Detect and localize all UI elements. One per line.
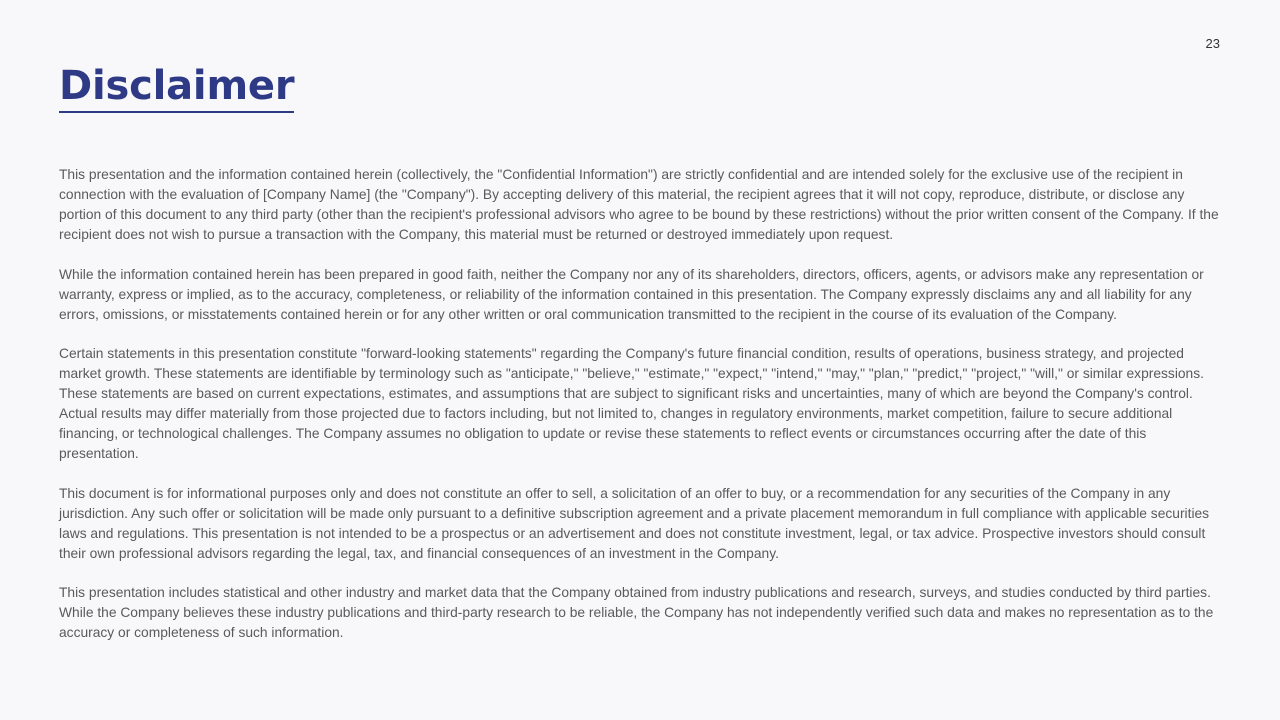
page-title: Disclaimer	[59, 62, 294, 113]
disclaimer-paragraph: While the information contained herein has been prepared in good faith, neither the Company nor any of its shareholders, directors, officers, agents, or advisors make any representation or warranty, express or implied, as to the accuracy, completeness, or reliability of the information contained in this presentation. The Company expressly disclaims any and all liability for any errors, omissions, or misstatements contained herein or for any other written or oral communication transmitted to the recipient in the course of its evaluation of the Company.	[59, 266, 1204, 322]
page-number: 23	[1205, 36, 1220, 51]
disclaimer-paragraph: This presentation and the information contained herein (collectively, the "Confidential Information") are strictly confidential and are intended solely for the exclusive use of the recipient in connection with the evaluation of [Company Name] (the "Company"). By accepting delivery of this material, the recipient agrees that it will not copy, reproduce, distribute, or disclose any portion of this document to any third party (other than the recipient's professional advisors who agree to be bound by these restrictions) without the prior written consent of the Company. If the recipient does not wish to pursue a transaction with the Company, this material must be returned or destroyed immediately upon request.	[59, 167, 1219, 242]
disclaimer-paragraph: Certain statements in this presentation constitute "forward-looking statements" regarding the Company's future financial condition, results of operations, business strategy, and projected market growth. These statements are identifiable by terminology such as "anticipate," "believe," "estimate," "expect," "intend," "may," "plan," "predict," "project," "will," or similar expressions. These statements are based on current expectations, estimates, and assumptions that are subject to significant risks and uncertainties, many of which are beyond the Company's control. Actual results may differ materially from those projected due to factors including, but not limited to, changes in regulatory environments, market competition, failure to secure additional financing, or technological challenges. The Company assumes no obligation to update or revise these statements to reflect events or circumstances occurring after the date of this presentation.	[59, 346, 1204, 461]
disclaimer-paragraph: This presentation includes statistical and other industry and market data that the Company obtained from industry publications and research, surveys, and studies conducted by third parties. While the Company believes these industry publications and third-party research to be reliable, the Company has not independently verified such data and makes no representation as to the accuracy or completeness of such information.	[59, 585, 1214, 640]
disclaimer-paragraph: This document is for informational purposes only and does not constitute an offer to sell, a solicitation of an offer to buy, or a recommendation for any securities of the Company in any jurisdiction. Any such offer or solicitation will be made only pursuant to a definitive subscription agreement and a private placement memorandum in full compliance with applicable securities laws and regulations. This presentation is not intended to be a prospectus or an advertisement and does not constitute investment, legal, or tax advice. Prospective investors should consult their own professional advisors regarding the legal, tax, and financial consequences of an investment in the Company.	[59, 485, 1210, 561]
disclaimer-body	[59, 165, 1224, 663]
